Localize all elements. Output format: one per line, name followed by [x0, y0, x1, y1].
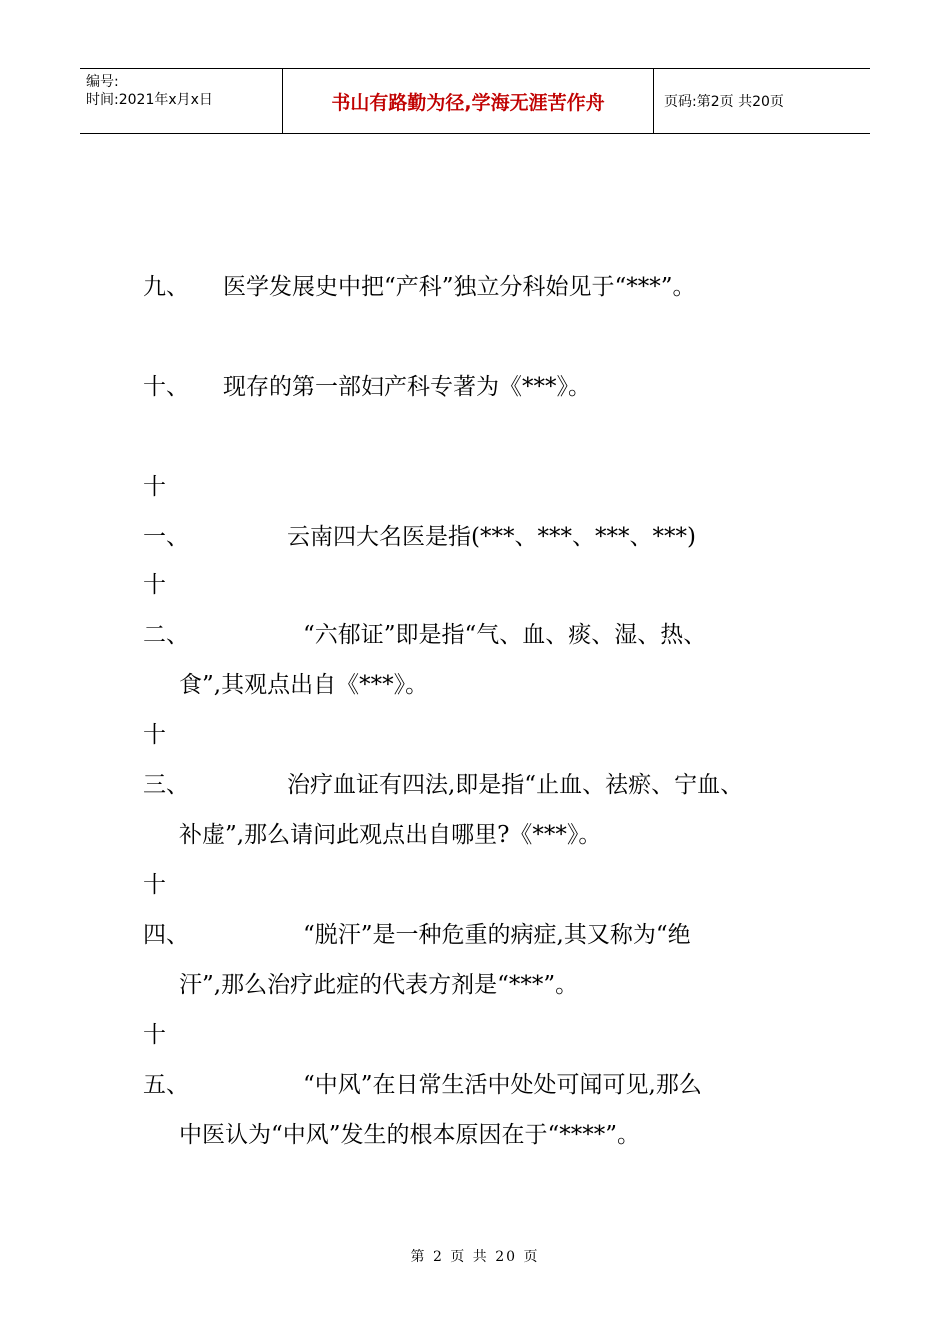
- document-date: 时间:2021年x月x日: [86, 92, 213, 108]
- question-text-line1: “脱汗”是一种危重的病症,其又称为“绝: [303, 922, 691, 948]
- question-number: 十五、: [143, 1022, 189, 1098]
- question-text-line1: “六郁证”即是指“气、血、痰、湿、热、: [303, 622, 707, 648]
- question-text-line2: 汗”,那么治疗此症的代表方剂是“***”。: [179, 972, 579, 998]
- question-text-line2: 中医认为“中风”发生的根本原因在于“****”。: [179, 1122, 641, 1148]
- question-item: [143, 1010, 843, 1160]
- header-page-info: 页码:第2页 共20页: [664, 94, 784, 110]
- page-footer: 第 2 页 共 20 页: [410, 1249, 540, 1265]
- question-text-line1: 现存的第一部妇产科专著为《***》。: [223, 374, 591, 400]
- question-number: 九、: [143, 274, 189, 300]
- page-header: [80, 68, 870, 134]
- question-number: 十三、: [143, 722, 189, 798]
- question-text-line1: “中风”在日常生活中处处可闻可见,那么: [303, 1072, 702, 1098]
- question-item: [143, 362, 843, 412]
- question-text-line2: 补虚”,那么请问此观点出自哪里?《***》。: [179, 822, 602, 848]
- question-item: [143, 560, 843, 710]
- question-text-line2: 食”,其观点出自《***》。: [179, 672, 429, 698]
- header-motto: 书山有路勤为径,学海无涯苦作舟: [282, 69, 654, 133]
- question-item: [143, 710, 843, 860]
- question-text-line1: 云南四大名医是指(***、***、***、***): [287, 524, 696, 550]
- question-text-line1: 医学发展史中把“产科”独立分科始见于“***”。: [223, 274, 696, 300]
- question-text-line1: 治疗血证有四法,即是指“止血、祛瘀、宁血、: [287, 772, 744, 798]
- question-number: 十一、: [143, 474, 189, 550]
- question-item: [143, 860, 843, 1010]
- header-meta: [80, 69, 282, 133]
- question-item: [143, 462, 843, 562]
- question-number: 十二、: [143, 572, 189, 648]
- question-number: 十四、: [143, 872, 189, 948]
- question-item: [143, 262, 843, 312]
- document-code-label: 编号:: [86, 74, 119, 90]
- question-number: 十、: [143, 374, 189, 400]
- question-list: [143, 262, 843, 1148]
